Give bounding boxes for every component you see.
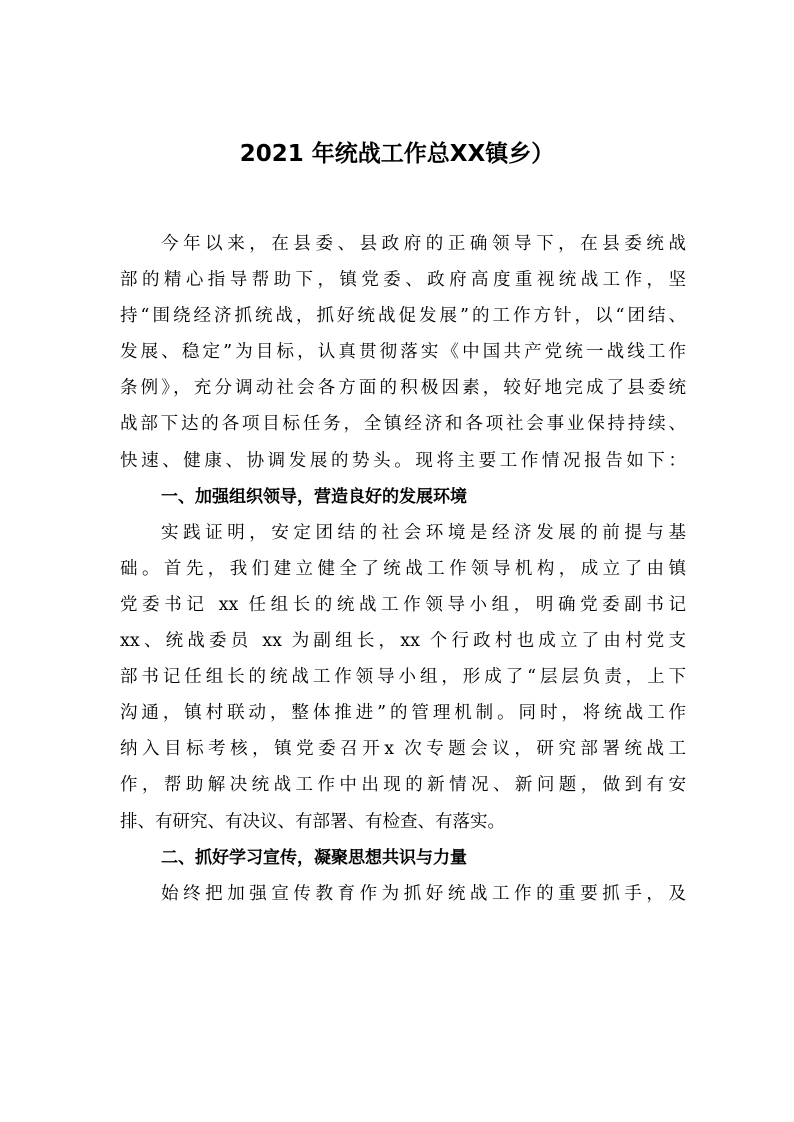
- paragraph-1-line-5: 条例》，充分调动社会各方面的积极因素，较好地完成了县委统: [120, 378, 686, 399]
- paragraph-1-line-2: 部的精心指导帮助下，镇党委、政府高度重视统战工作，坚: [120, 270, 686, 291]
- paragraph-2-line-9: 排、有研究、有决议、有部署、有检查、有落实。: [120, 811, 505, 832]
- paragraph-2-line-5: 部书记任组长的统战工作领导小组，形成了“层层负责，上下: [120, 667, 686, 688]
- paragraph-1-line-7: 快速、健康、协调发展的势头。现将主要工作情况报告如下：: [120, 450, 686, 471]
- paragraph-1-line-4: 发展、稳定”为目标，认真贯彻落实《中国共产党统一战线工作: [120, 342, 686, 363]
- document-title: 2021 年统战工作总XX镇乡）: [239, 141, 555, 167]
- paragraph-2-line-6: 沟通，镇村联动，整体推进”的管理机制。同时，将统战工作: [120, 703, 686, 724]
- paragraph-2-line-7: 纳入目标考核，镇党委召开x 次专题会议，研究部署统战工: [120, 739, 686, 760]
- paragraph-2-line-4: xx、统战委员 xx 为副组长，xx 个行政村也成立了由村党支: [120, 631, 686, 652]
- paragraph-2-line-8: 作，帮助解决统战工作中出现的新情况、新问题，做到有安: [120, 775, 686, 796]
- document-body: [120, 226, 686, 912]
- section-heading-2: 二、抓好学习宣传，凝聚思想共识与力量: [161, 847, 467, 868]
- paragraph-2-line-3: 党委书记 xx 任组长的统战工作领导小组，明确党委副书记: [120, 594, 686, 615]
- section-heading-1: 一、加强组织领导，营造良好的发展环境: [161, 486, 467, 507]
- paragraph-1-line-1: 今年以来，在县委、县政府的正确领导下，在县委统战: [161, 234, 686, 254]
- paragraph-1-line-3: 持“围绕经济抓统战，抓好统战促发展”的工作方针，以“团结、: [120, 306, 686, 327]
- paragraph-2-line-2: 础。首先，我们建立健全了统战工作领导机构，成立了由镇: [120, 558, 686, 579]
- paragraph-2-line-1: 实践证明，安定团结的社会环境是经济发展的前提与基: [161, 522, 686, 543]
- paragraph-3-line-1: 始终把加强宣传教育作为抓好统战工作的重要抓手，及: [161, 883, 686, 904]
- paragraph-1-line-6: 战部下达的各项目标任务，全镇经济和各项社会事业保持持续、: [120, 414, 686, 435]
